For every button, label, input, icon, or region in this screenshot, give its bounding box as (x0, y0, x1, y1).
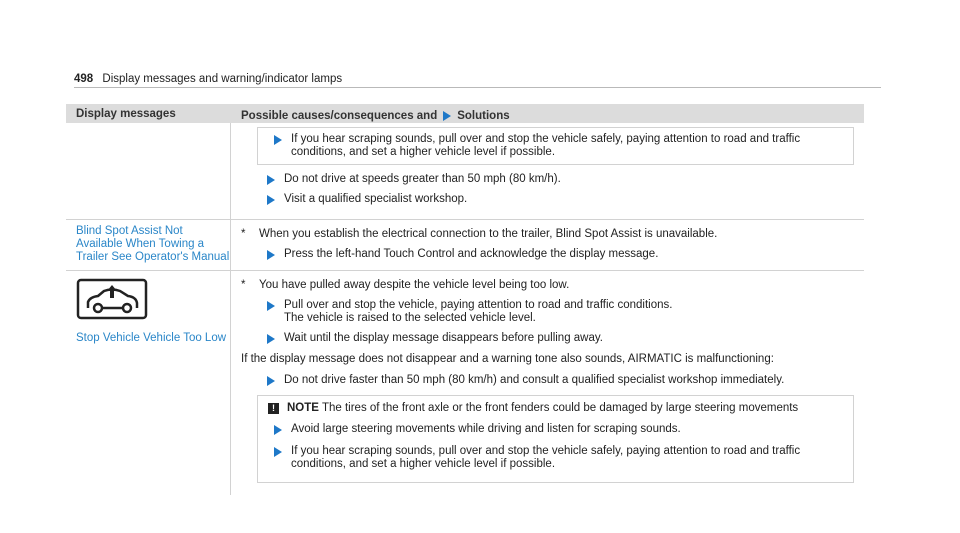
play-arrow-icon (267, 376, 275, 386)
list-item (274, 423, 843, 436)
play-arrow-icon (267, 301, 275, 311)
list-item (267, 173, 854, 186)
vehicle-too-low-icon-wrap (76, 278, 230, 324)
asterisk-icon: * (241, 228, 246, 240)
list-item (241, 279, 854, 292)
step-text: Press the left-hand Touch Control and acknowledge the display message. (284, 248, 659, 260)
table-row (66, 220, 864, 271)
play-arrow-icon (267, 175, 275, 185)
cause-text: You have pulled away despite the vehicle level being too low. (259, 279, 570, 291)
page-title: Display messages and warning/indicator lamps (102, 73, 343, 85)
display-message-text: Blind Spot Assist Not Available When Towing a Trailer See Operator's Manual (76, 225, 230, 263)
exclamation-box-icon: ! (268, 403, 279, 414)
list-item (267, 374, 854, 387)
step-text: Avoid large steering movements while driving and listen for scraping sounds. (291, 423, 681, 435)
asterisk-icon: * (241, 279, 246, 291)
malfunction-paragraph: If the display message does not disappear and a warning tone also sounds, AIRMATIC is malfunctioning: (241, 353, 774, 365)
display-message-text: Stop Vehicle Vehicle Too Low (76, 332, 227, 344)
list-item (267, 332, 854, 345)
step-line: The vehicle is raised to the selected vehicle level. (284, 312, 536, 324)
play-arrow-icon (274, 425, 282, 435)
messages-table (66, 104, 864, 495)
step-line: Pull over and stop the vehicle, paying attention to road and traffic conditions. (284, 299, 673, 311)
col-causes-solutions (231, 104, 864, 123)
step-text: Do not drive faster than 50 mph (80 km/h) and consult a qualified specialist workshop immediately. (284, 374, 785, 386)
cause-text: When you establish the electrical connection to the trailer, Blind Spot Assist is unavailable. (259, 228, 718, 240)
car-raise-icon (76, 278, 148, 320)
step-text (284, 299, 672, 325)
play-arrow-icon (267, 334, 275, 344)
page-number: 498 (74, 73, 94, 85)
message-cell (66, 220, 231, 270)
note-heading-text (287, 402, 798, 415)
list-item (267, 299, 854, 325)
note-label: NOTE (287, 402, 319, 414)
step-text: If you hear scraping sounds, pull over and stop the vehicle safely, paying attention to road and traffic conditions, and set a higher vehicle level if possible. (291, 133, 801, 158)
step-text: Do not drive at speeds greater than 50 mph (80 km/h). (284, 173, 561, 185)
table-header (66, 104, 864, 123)
table-row (66, 123, 864, 220)
play-arrow-icon (267, 195, 275, 205)
list-item (241, 228, 854, 241)
cause-cell (231, 271, 864, 495)
step-text: Wait until the display message disappears before pulling away. (284, 332, 603, 344)
play-arrow-icon (274, 135, 282, 145)
list-item (274, 445, 843, 471)
list-item (267, 193, 854, 206)
play-arrow-icon (267, 250, 275, 260)
play-arrow-icon (443, 111, 451, 121)
page-header (74, 73, 881, 88)
list-item (267, 248, 854, 261)
cause-cell (231, 220, 864, 270)
step-text: Visit a qualified specialist workshop. (284, 193, 468, 205)
col2-prefix: Possible causes/consequences and (241, 109, 438, 122)
note-text: The tires of the front axle or the front fenders could be damaged by large steering movements (321, 402, 799, 414)
note-header (268, 402, 843, 415)
step-box (257, 127, 854, 165)
message-cell (66, 271, 231, 495)
col2-suffix: Solutions (457, 109, 510, 122)
list-item (274, 133, 843, 159)
note-box (257, 395, 854, 483)
play-arrow-icon (274, 447, 282, 457)
message-cell (66, 123, 231, 219)
table-row (66, 271, 864, 495)
col-display-messages: Display messages (76, 108, 176, 120)
cause-cell (231, 123, 864, 219)
step-text: If you hear scraping sounds, pull over and stop the vehicle safely, paying attention to road and traffic conditions, and set a higher vehicle level if possible. (291, 445, 801, 470)
